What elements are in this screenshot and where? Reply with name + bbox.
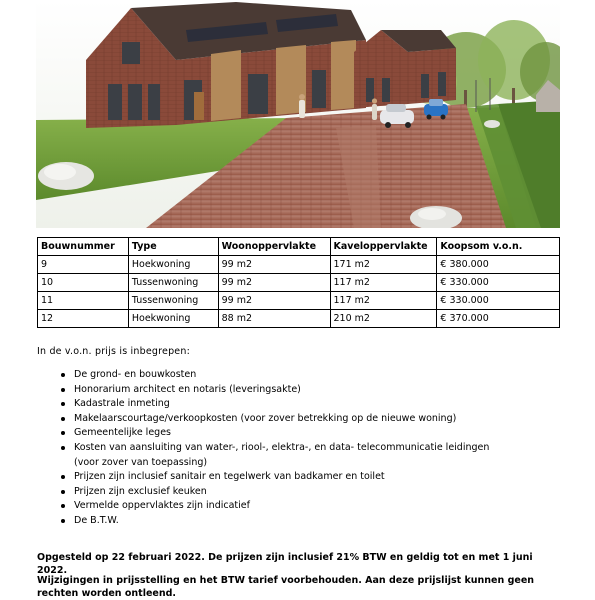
bullet-icon: [61, 388, 65, 392]
list-item: Prijzen zijn exclusief keuken: [37, 485, 537, 500]
list-item: Gemeentelijke leges: [37, 426, 537, 441]
list-item: Honorarium architect en notaris (leveringsakte): [37, 383, 537, 398]
validity-note: Opgesteld op 22 februari 2022. De prijzen zijn inclusief 21% BTW en geldig tot en met 1 juni 2022.: [37, 552, 533, 576]
cell-koopsom: € 380.000: [437, 256, 560, 274]
cell-kaveloppervlakte: 210 m2: [330, 310, 437, 328]
inclusions-list: [37, 368, 537, 529]
cell-woonoppervlakte: 99 m2: [218, 292, 330, 310]
bullet-icon: [61, 504, 65, 508]
list-item: Kadastrale inmeting: [37, 397, 537, 412]
table-row: [38, 292, 560, 310]
cell-type: Hoekwoning: [128, 310, 218, 328]
list-item: Prijzen zijn inclusief sanitair en tegelwerk van badkamer en toilet: [37, 470, 537, 485]
table-row: [38, 274, 560, 292]
bullet-icon: [61, 373, 65, 377]
header-bouwnummer: Bouwnummer: [38, 238, 129, 256]
price-table: [37, 237, 560, 328]
cell-type: Tussenwoning: [128, 292, 218, 310]
cell-type: Tussenwoning: [128, 274, 218, 292]
bullet-icon: [61, 519, 65, 523]
cell-woonoppervlakte: 99 m2: [218, 274, 330, 292]
list-item: De B.T.W.: [37, 514, 537, 529]
table-row: [38, 310, 560, 328]
disclaimer-note: Wijzigingen in prijsstelling en het BTW tarief voorbehouden. Aan deze prijslijst kunnen geen rechten worden ontleend.: [37, 575, 535, 599]
cell-bouwnummer: 12: [38, 310, 129, 328]
header-koopsom: Koopsom v.o.n.: [437, 238, 560, 256]
house-block-main: [86, 2, 366, 128]
list-item: De grond- en bouwkosten: [37, 368, 537, 383]
bullet-icon: [61, 490, 65, 494]
header-woonoppervlakte: Woonoppervlakte: [218, 238, 330, 256]
header-type: Type: [128, 238, 218, 256]
bullet-icon: [61, 431, 65, 435]
list-item-continuation: (voor zover van toepassing): [74, 456, 208, 468]
table-row: [38, 256, 560, 274]
bullet-icon: [61, 417, 65, 421]
cell-woonoppervlakte: 88 m2: [218, 310, 330, 328]
bullet-icon: [61, 475, 65, 479]
cell-kaveloppervlakte: 171 m2: [330, 256, 437, 274]
list-item: Makelaarscourtage/verkoopkosten (voor zover betrekking op de nieuwe woning): [37, 412, 537, 427]
cell-kaveloppervlakte: 117 m2: [330, 292, 437, 310]
cell-bouwnummer: 9: [38, 256, 129, 274]
list-item: Vermelde oppervlaktes zijn indicatief: [37, 499, 537, 514]
cell-koopsom: € 370.000: [437, 310, 560, 328]
inclusions-intro: In de v.o.n. prijs is inbegrepen:: [37, 346, 190, 357]
header-kaveloppervlakte: Kaveloppervlakte: [330, 238, 437, 256]
hero-rendering: [36, 0, 560, 228]
cell-koopsom: € 330.000: [437, 274, 560, 292]
houses-illustration: [36, 0, 560, 228]
cell-woonoppervlakte: 99 m2: [218, 256, 330, 274]
cell-bouwnummer: 11: [38, 292, 129, 310]
bullet-icon: [61, 402, 65, 406]
cell-bouwnummer: 10: [38, 274, 129, 292]
cell-type: Hoekwoning: [128, 256, 218, 274]
house-block-rear: [354, 30, 456, 108]
cell-koopsom: € 330.000: [437, 292, 560, 310]
bullet-icon: [61, 446, 65, 450]
list-item: Kosten van aansluiting van water-, riool-, elektra-, en data- telecommunicatie leidingen: [37, 441, 537, 456]
table-header-row: [38, 238, 560, 256]
cell-kaveloppervlakte: 117 m2: [330, 274, 437, 292]
